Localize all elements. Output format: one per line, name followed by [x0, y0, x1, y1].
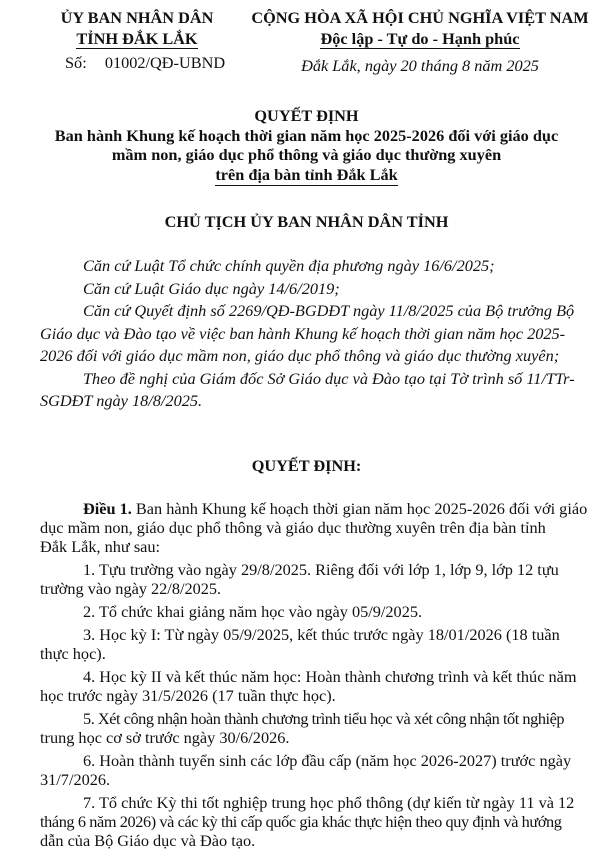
item-line: 4. Học kỳ II và kết thúc năm học: Hoàn thành chương trình và kết thúc năm: [83, 667, 577, 686]
article-text: Ban hành Khung kế hoạch thời gian năm học 2025-2026 đối với giáo: [131, 499, 588, 518]
item-1: [40, 560, 559, 598]
article-line: dục mầm non, giáo dục phổ thông và giáo dục thường xuyên trên địa bàn tỉnh: [40, 518, 546, 537]
decision-heading: QUYẾT ĐỊNH:: [251, 456, 362, 475]
item-line: tháng 6 năm 2026) và các kỳ thi cấp quốc gia khác thực hiện theo quy định và hướng: [40, 812, 562, 831]
ground-line: Căn cứ Quyết định số 2269/QĐ-BGDĐT ngày 11/8/2025 của Bộ trưởng Bộ: [83, 301, 575, 320]
item-2: [40, 602, 503, 621]
doc-type: QUYẾT ĐỊNH: [254, 106, 359, 125]
article-1: [40, 499, 588, 556]
article-line: [40, 499, 588, 518]
subject-line: Ban hành Khung kế hoạch thời gian năm học 2025-2026 đối với giáo dục: [54, 125, 559, 145]
item-line: 2. Tổ chức khai giảng năm học vào ngày 05/9/2025.: [83, 602, 423, 621]
item-line: thực học).: [40, 644, 106, 663]
item-line: học trước ngày 31/5/2026 (17 tuần thực học).: [40, 686, 336, 705]
item-line: 5. Xét công nhận hoàn thành chương trình tiểu học và xét công nhận tốt nghiệp: [83, 709, 565, 728]
item-5: [40, 709, 565, 747]
agency-name: [37, 8, 237, 49]
ground-line: Căn cứ Luật Tổ chức chính quyền địa phương ngày 16/6/2025;: [83, 256, 495, 275]
item-line: trường vào ngày 22/8/2025.: [40, 579, 222, 598]
agency-line-2: TỈNH ĐẮK LẮK: [76, 29, 198, 48]
number-label: Số:: [65, 53, 87, 72]
item-line: trung học cơ sở trước ngày 30/6/2026.: [40, 728, 290, 747]
ground-line: Giáo dục và Đào tạo về việc ban hành Khung kế hoạch thời gian năm học 2025-: [40, 323, 566, 343]
document-number: [65, 53, 225, 73]
item-line: dẫn của Bộ Giáo dục và Đào tạo.: [40, 831, 256, 850]
article-label: Điều 1.: [83, 499, 132, 518]
legal-grounds: [40, 255, 575, 413]
item-3: [40, 625, 560, 663]
item-line: 6. Hoàn thành tuyển sinh các lớp đầu cấp (năm học 2026-2027) trước ngày: [83, 751, 572, 770]
place-date: Đắk Lắk, ngày 20 tháng 8 năm 2025: [301, 56, 539, 75]
document-title: [0, 106, 613, 184]
number-value: 01002/QĐ-UBND: [104, 53, 226, 72]
ground-line: Theo đề nghị của Giám đốc Sở Giáo dục và Đào tạo tại Tờ trình số 11/TTr-: [83, 368, 575, 388]
motto: Độc lập - Tự do - Hạnh phúc: [320, 29, 520, 48]
article-line: Đắk Lắk, như sau:: [40, 537, 161, 556]
item-line: 3. Học kỳ I: Từ ngày 05/9/2025, kết thúc trước ngày 18/01/2026 (18 tuần: [83, 625, 560, 644]
item-6: [40, 751, 572, 789]
subject-line: trên địa bàn tỉnh Đắk Lắk: [215, 164, 398, 184]
item-line: 7. Tổ chức Kỳ thi tốt nghiệp trung học phổ thông (dự kiến từ ngày 11 và 12: [83, 793, 575, 812]
item-line: 31/7/2026.: [40, 770, 111, 789]
ground-line: Căn cứ Luật Giáo dục ngày 14/6/2019;: [83, 278, 340, 298]
agency-line-1: ỦY BAN NHÂN DÂN: [60, 8, 214, 27]
decision-body: [40, 499, 588, 854]
subject-line: mầm non, giáo dục phổ thông và giáo dục thường xuyên: [111, 145, 502, 164]
issuing-authority: CHỦ TỊCH ỦY BAN NHÂN DÂN TỈNH: [164, 212, 449, 231]
nation-name: CỘNG HÒA XÃ HỘI CHỦ NGHĨA VIỆT NAM: [251, 8, 589, 27]
ground-line: 2026 đối với giáo dục mầm non, giáo dục phổ thông và giáo dục thường xuyên;: [40, 346, 560, 365]
ground-line: SGDĐT ngày 18/8/2025.: [40, 391, 203, 410]
national-header: [250, 8, 590, 76]
item-4: [40, 667, 577, 705]
item-7: [40, 793, 575, 850]
item-line: 1. Tựu trường vào ngày 29/8/2025. Riêng đối với lớp 1, lớp 9, lớp 12 tựu: [83, 560, 559, 579]
